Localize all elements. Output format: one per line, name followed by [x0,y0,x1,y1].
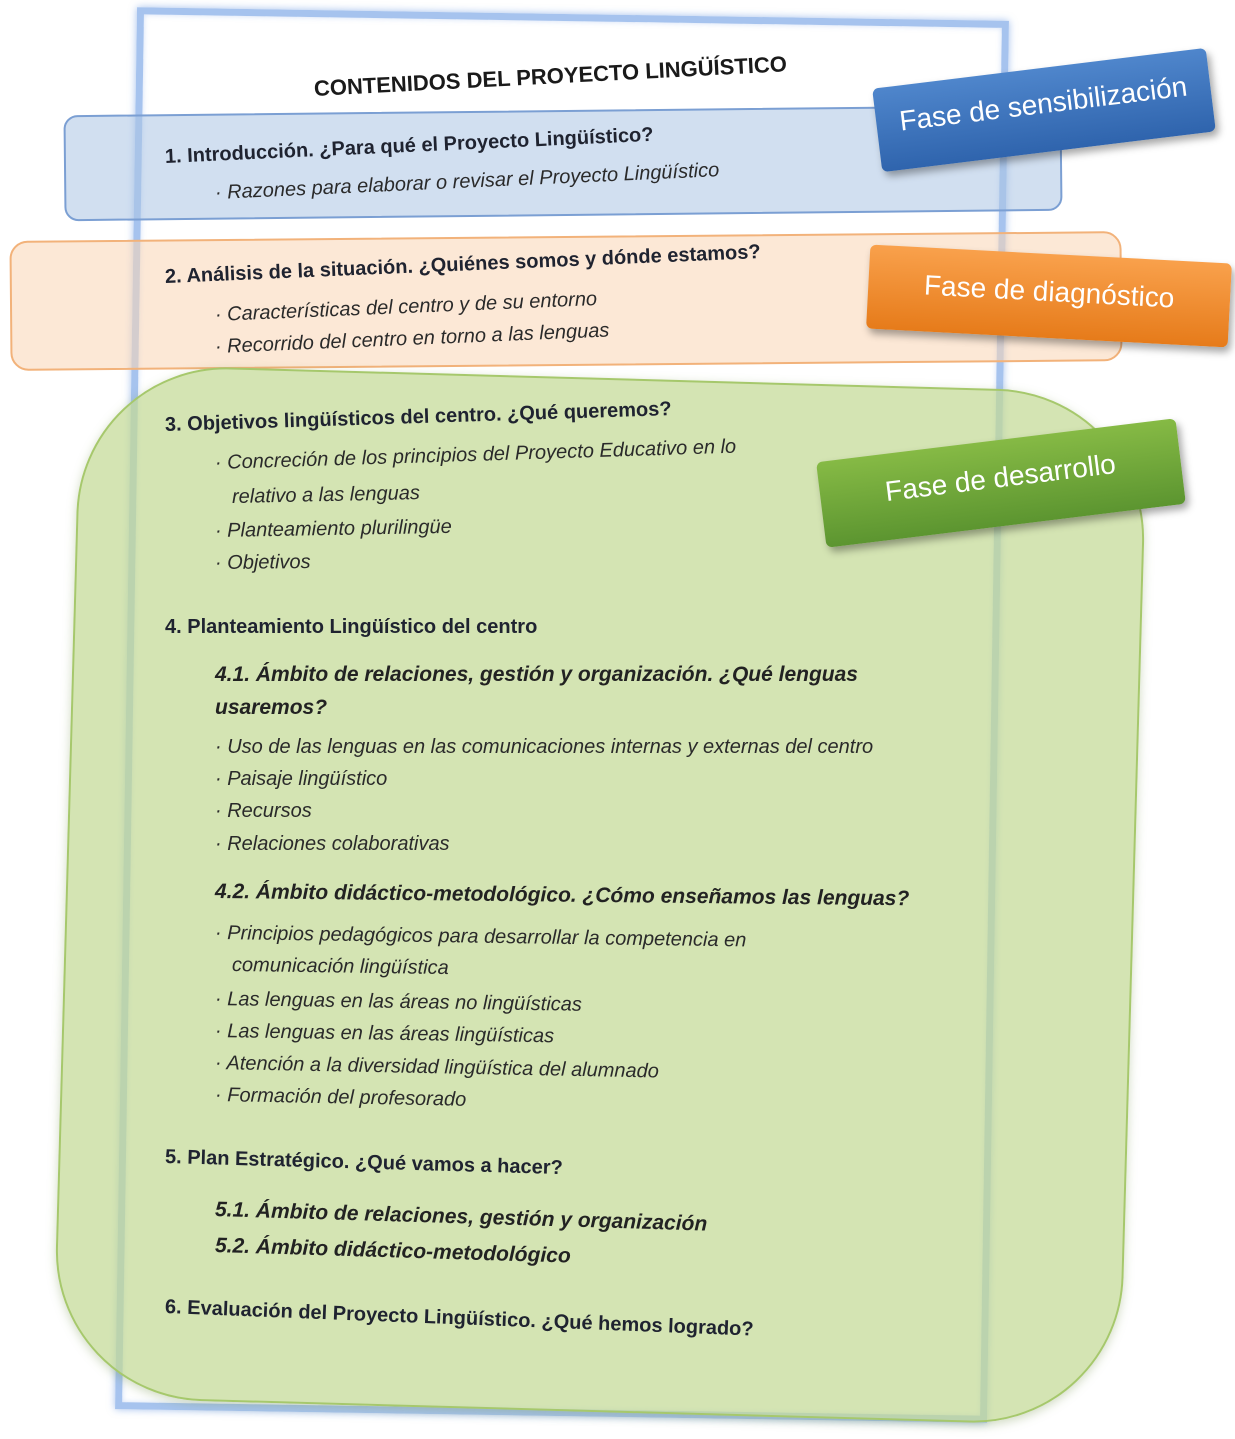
subsection-4-2-item: · Principios pedagógicos para desarrollar la competencia en [214,922,747,952]
section-2-item: · Características del centro y de su entorno [214,287,598,326]
section-2-item: · Recorrido del centro en torno a las lenguas [214,319,610,358]
subsection-4-1-heading: 4.1. Ámbito de relaciones, gestión y organización. ¿Qué lenguas [215,663,858,686]
phase-tag-diagnostico: Fase de diagnóstico [866,245,1232,348]
section-3-item: relativo a las lenguas [231,482,421,508]
section-1-item: · Razones para elaborar o revisar el Proyecto Lingüístico [214,159,720,204]
section-1-heading: 1. Introducción. ¿Para qué el Proyecto Lingüístico? [164,123,654,168]
section-3-item: · Concreción de los principios del Proyecto Educativo en lo [214,435,737,474]
page-title: CONTENIDOS DEL PROYECTO LINGÜÍSTICO [313,51,788,101]
subsection-4-2-item: comunicación lingüística [231,954,449,980]
subsection-5-1-heading: 5.1. Ámbito de relaciones, gestión y organización [214,1198,708,1236]
subsection-4-1-heading: usaremos? [215,696,328,719]
subsection-4-1-item: · Paisaje lingüístico [215,768,388,790]
subsection-4-2-item: · Formación del profesorado [214,1084,467,1111]
section-6-heading: 6. Evaluación del Proyecto Lingüístico. ¿Qué hemos logrado? [164,1296,755,1341]
subsection-4-1-item: · Uso de las lenguas en las comunicaciones internas y externas del centro [215,736,874,758]
subsection-4-1-item: · Relaciones colaborativas [215,833,450,855]
subsection-4-2-item: · Las lenguas en las áreas lingüísticas [214,1020,555,1048]
section-5-heading: 5. Plan Estratégico. ¿Qué vamos a hacer? [164,1146,564,1180]
section-3-item: · Planteamiento plurilingüe [214,515,452,542]
subsection-4-2-item: · Atención a la diversidad lingüística del alumnado [214,1052,660,1083]
section-2-heading: 2. Análisis de la situación. ¿Quiénes somos y dónde estamos? [164,241,762,288]
subsection-5-2-heading: 5.2. Ámbito didáctico-metodológico [214,1234,572,1268]
section-3-heading: 3. Objetivos lingüísticos del centro. ¿Qué queremos? [164,398,672,436]
phase-tag-sensibilizacion: Fase de sensibilización [872,48,1216,172]
section-3-item: · Objetivos [214,550,311,574]
phase-tag-desarrollo: Fase de desarrollo [816,418,1186,547]
subsection-4-2-heading: 4.2. Ámbito didáctico-metodológico. ¿Cómo enseñamos las lenguas? [214,880,910,911]
subsection-4-1-item: · Recursos [215,800,312,822]
section-4-heading: 4. Planteamiento Lingüístico del centro [165,616,538,638]
subsection-4-2-item: · Las lenguas en las áreas no lingüísticas [214,988,583,1016]
